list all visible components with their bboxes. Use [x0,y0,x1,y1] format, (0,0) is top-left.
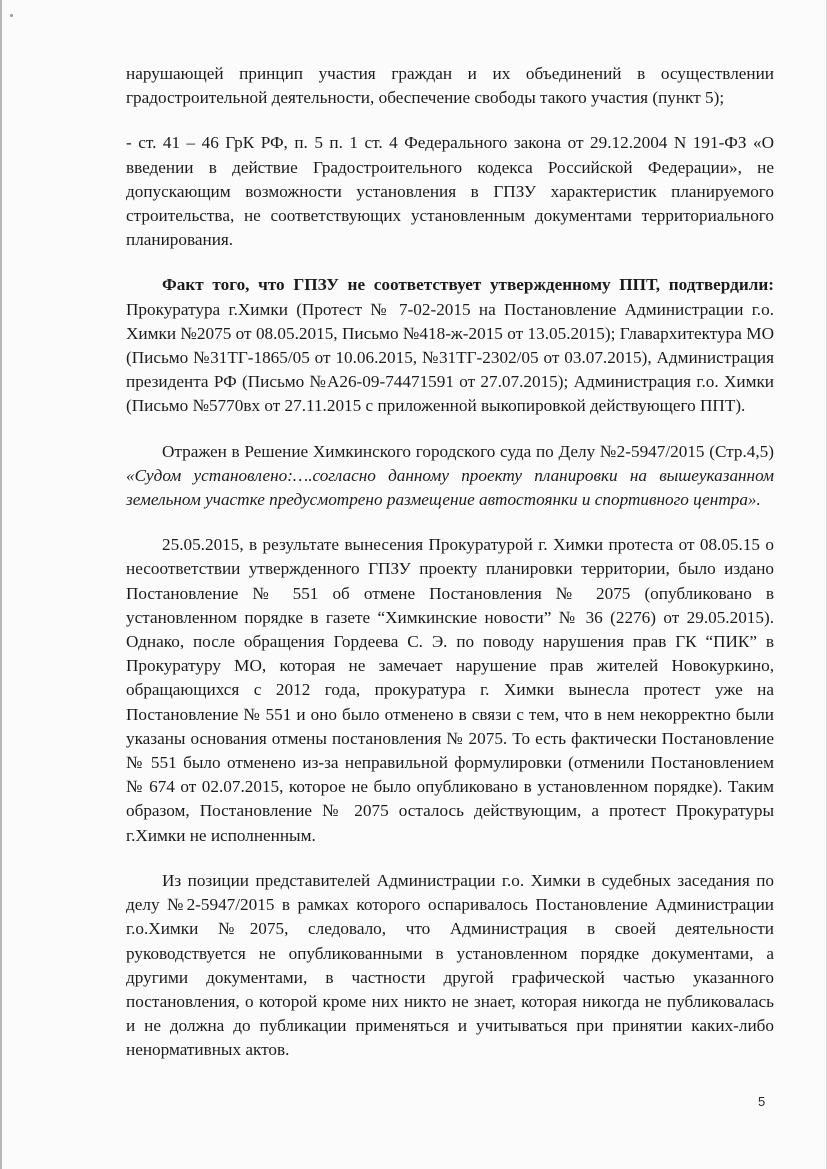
paragraph-4-court-quote: «Судом установлено:….согласно данному проекту планировки на вышеуказанном земельном участке предусмотрено размещение автостоянки и спортивного центра». [126,465,774,510]
paragraph-3 [126,273,774,418]
paragraph-6 [126,869,774,1063]
page-number: 5 [758,1094,766,1109]
paragraph-2 [126,131,774,252]
paragraph-3-text: Прокуратура г.Химки (Протест № 7-02-2015 на Постановление Администрации г.о. Химки №2075 от 08.05.2015, Письмо №418-ж-2015 от 13.05.2015); Главархитектура МО (Письмо №31ТГ-1865/05 от 10.06.2015, №31ТГ-2302/05 от 03.07.2015), Администрация президента РФ (Письмо №А26-09-74471591 от 27.07.2015); Администрация г.о. Химки (Письмо №5770вх от 27.11.2015 с приложенной выкопировкой действующего ППТ). [126,299,774,416]
document-body [126,62,774,1063]
paragraph-4-text: Отражен в Решение Химкинского городского суда по Делу №2-5947/2015 (Стр.4,5) [162,441,774,461]
paragraph-1 [126,62,774,110]
paragraph-6-text: Из позиции представителей Администрации г.о. Химки в судебных заседания по делу №2-5947/2015 в рамках которого оспаривалось Постановление Администрации г.о.Химки №2075, следовало, что Администрация в своей деятельности руководствуется не опубликованными в установленном порядке документами, а другими документами, в частности другой графической частью указанного постановления, о которой кроме них никто не знает, которая никогда не публиковалась и не должна до публикации применяться и учитываться при принятии каких-либо ненормативных актов. [126,870,774,1060]
paragraph-1-text: нарушающей принцип участия граждан и их объединений в осуществлении градостроительной деятельности, обеспечение свободы такого участия (пункт 5); [126,64,774,108]
paragraph-5 [126,533,774,848]
scan-artifact [10,14,13,17]
paragraph-4 [126,440,774,513]
paragraph-3-bold-lead: Факт того, что ГПЗУ не соответствует утвержденному ППТ, подтвердили: [162,275,774,295]
paragraph-5-text: 25.05.2015, в результате вынесения Прокуратурой г. Химки протеста от 08.05.15 о несоответствии утвержденного ГПЗУ проекту планировки территории, было издано Постановление № 551 об отмене Постановления № 2075 (опубликовано в установленном порядке в газете “Химкинские новости” № 36 (2276) от 29.05.2015). Однако, после обращения Гордеева С. Э. по поводу нарушения прав ГК “ПИК” в Прокуратуру МО, которая не замечает нарушение прав жителей Новокуркино, обращающихся с 2012 года, прокуратура г. Химки вынесла протест уже на Постановление № 551 и оно было отменено в связи с тем, что в нем некорректно были указаны основания отмены постановления № 2075. То есть фактически Постановление № 551 было отменено из-за неправильной формулировки (отменили Постановлением № 674 от 02.07.2015, которое не было опубликовано в установленном порядке). Таким образом, Постановление № 2075 осталось действующим, а протест Прокуратуры г.Химки не исполненным. [126,535,774,845]
paragraph-2-text: - ст. 41 – 46 ГрК РФ, п. 5 п. 1 ст. 4 Федерального закона от 29.12.2004 N 191-ФЗ «О введении в действие Градостроительного кодекса Российской Федерации», не допускающим возможности установления в ГПЗУ характеристик планируемого строительства, не соответствующих установленным документами территориального планирования. [126,133,774,250]
